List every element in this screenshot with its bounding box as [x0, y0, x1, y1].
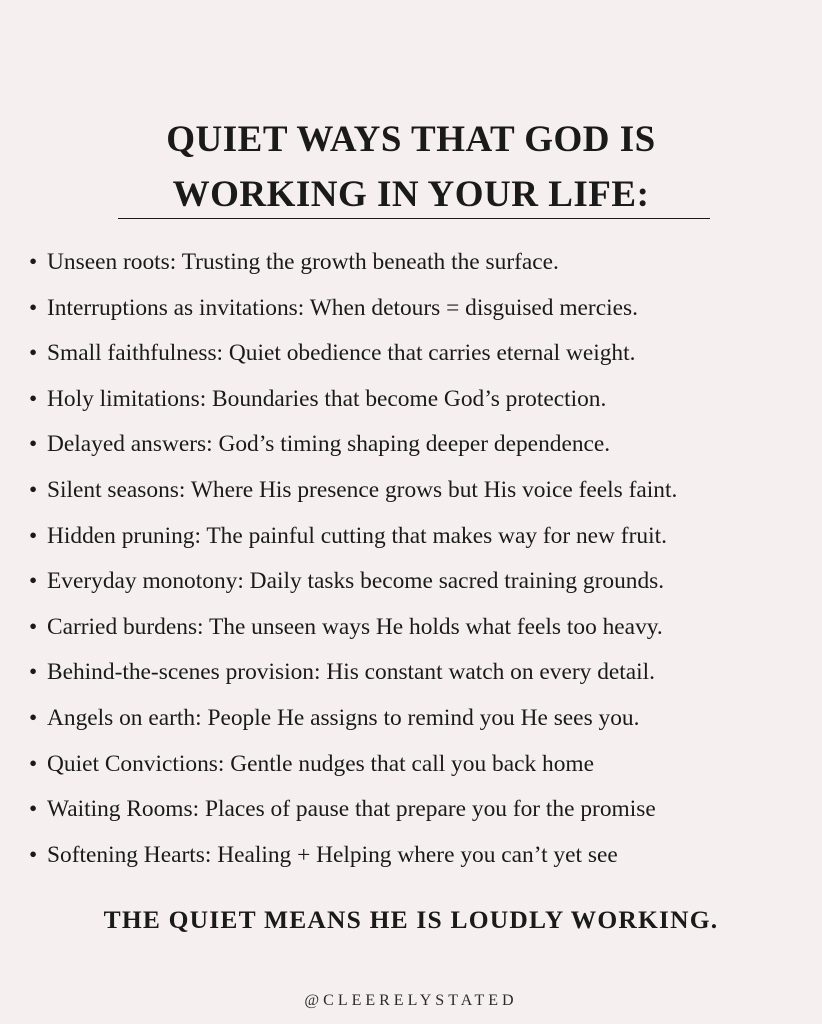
author-handle: @CLEERELYSTATED — [304, 992, 518, 1009]
bullet-icon: • — [29, 476, 38, 503]
list-item — [29, 833, 677, 879]
bullet-icon: • — [29, 704, 38, 731]
bullet-icon: • — [29, 613, 38, 640]
list-item — [29, 468, 677, 514]
list-item-text: Softening Hearts: Healing + Helping where you can’t yet see — [47, 841, 618, 868]
list-item — [29, 742, 677, 788]
list-item-text: Behind-the-scenes provision: His constant watch on every detail. — [47, 659, 655, 686]
bullet-icon: • — [29, 431, 38, 458]
list-item-text: Angels on earth: People He assigns to remind you He sees you. — [47, 704, 640, 731]
list-item-text: Interruptions as invitations: When detours = disguised mercies. — [47, 294, 638, 321]
title-line-1: QUIET WAYS THAT GOD IS — [166, 119, 656, 160]
list-item — [29, 286, 677, 332]
list-item — [29, 422, 677, 468]
list-item — [29, 377, 677, 423]
list-item — [29, 331, 677, 377]
list-item-text: Hidden pruning: The painful cutting that makes way for new fruit. — [47, 522, 667, 549]
list-item-text: Carried burdens: The unseen ways He holds what feels too heavy. — [47, 613, 663, 640]
list-item — [29, 240, 677, 286]
list-item-text: Small faithfulness: Quiet obedience that carries eternal weight. — [47, 340, 636, 367]
bullet-icon: • — [29, 841, 38, 868]
bullet-icon: • — [29, 522, 38, 549]
bullet-icon: • — [29, 340, 38, 367]
list-item — [29, 559, 677, 605]
bullet-icon: • — [29, 796, 38, 823]
bullet-icon: • — [29, 385, 38, 412]
list-item — [29, 787, 677, 833]
list-item-text: Everyday monotony: Daily tasks become sacred training grounds. — [47, 568, 665, 595]
bullet-icon: • — [29, 294, 38, 321]
title-underline — [118, 218, 710, 219]
bullet-icon: • — [29, 249, 38, 275]
list-item — [29, 696, 677, 742]
list-item-text: Unseen roots: Trusting the growth beneath the surface. — [47, 249, 559, 275]
list-item-text: Delayed answers: God’s timing shaping deeper dependence. — [47, 431, 611, 458]
bullet-icon: • — [29, 659, 38, 686]
list-item — [29, 650, 677, 696]
list-item-text: Silent seasons: Where His presence grows but His voice feels faint. — [47, 476, 678, 503]
page-title — [0, 112, 822, 222]
bullet-icon: • — [29, 750, 38, 777]
list-item-text: Waiting Rooms: Places of pause that prepare you for the promise — [47, 796, 656, 823]
list-item-text: Quiet Convictions: Gentle nudges that call you back home — [47, 750, 594, 777]
list-item-text: Holy limitations: Boundaries that become God’s protection. — [47, 385, 607, 412]
title-line-2: WORKING IN YOUR LIFE: — [172, 174, 650, 215]
bullet-list — [29, 240, 677, 878]
list-item — [29, 605, 677, 651]
bullet-icon: • — [29, 568, 38, 595]
list-item — [29, 514, 677, 560]
closing-statement: THE QUIET MEANS HE IS LOUDLY WORKING. — [103, 905, 719, 934]
